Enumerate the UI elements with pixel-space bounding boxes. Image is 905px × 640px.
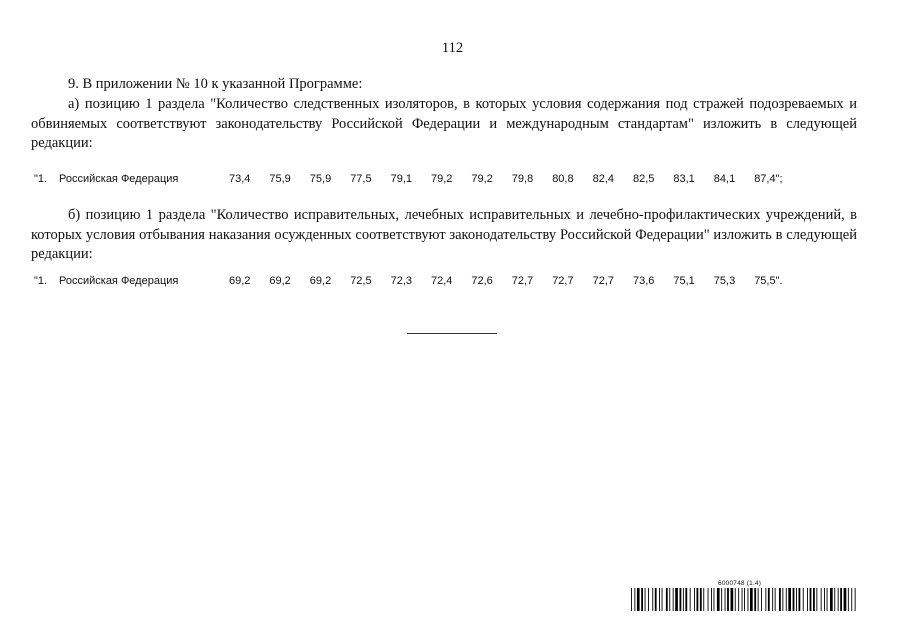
row-value: 84,1 <box>713 173 736 185</box>
barcode-caption: 6000748 (1.4) <box>718 580 762 587</box>
row-value: 69,2 <box>269 275 291 287</box>
row-value: 75,1 <box>673 275 695 287</box>
item-b-text: б) позицию 1 раздела "Количество исправительных, лечебных исправительных и лечебно-профилактических учреждений, в которых условия отбывания наказания осужденных соответствуют законодательству Российской Федерации" изложить в следующей редакции: <box>31 207 857 262</box>
item-b-paragraph <box>31 206 857 265</box>
row-value: 79,2 <box>471 173 493 185</box>
row-value: 77,5 <box>350 173 372 185</box>
row-value: 75,5". <box>754 275 783 287</box>
row-value: 75,3 <box>713 275 736 287</box>
row-value: 79,8 <box>511 173 534 185</box>
barcode-graphic <box>631 588 856 611</box>
row-region: Российская Федерация <box>59 173 179 185</box>
row-value: 73,6 <box>633 275 655 287</box>
row-value: 75,9 <box>269 173 291 185</box>
row-value: 82,5 <box>633 173 655 185</box>
row-value: 69,2 <box>229 275 251 287</box>
row-value: 72,4 <box>431 275 453 287</box>
item-9-text: 9. В приложении № 10 к указанной Программе: <box>68 76 363 92</box>
item-9-heading <box>31 75 857 95</box>
row-value: 72,5 <box>350 275 372 287</box>
row-value: 75,9 <box>309 173 332 185</box>
row-value: 82,4 <box>592 173 615 185</box>
row-value: 72,3 <box>390 275 413 287</box>
row-number: "1. <box>34 173 48 185</box>
row-value: 72,7 <box>511 275 534 287</box>
page-number: 112 <box>441 40 464 56</box>
row-value: 72,7 <box>592 275 615 287</box>
end-divider <box>407 333 497 334</box>
row-value: 79,1 <box>390 173 413 185</box>
row-value: 69,2 <box>309 275 332 287</box>
row-value: 79,2 <box>431 173 453 185</box>
row-value: 87,4"; <box>754 173 783 185</box>
row-value: 73,4 <box>229 173 251 185</box>
row-value: 72,7 <box>552 275 574 287</box>
row-value: 72,6 <box>471 275 493 287</box>
row-value: 80,8 <box>552 173 574 185</box>
item-a-paragraph <box>31 95 857 154</box>
row-number: "1. <box>34 275 48 287</box>
item-a-text: а) позицию 1 раздела "Количество следственных изоляторов, в которых условия содержания под стражей подозреваемых и обвиняемых соответствуют законодательству Российской Федерации и международным стандартам" изложить в следующей редакции: <box>31 96 857 151</box>
row-region: Российская Федерация <box>59 275 179 287</box>
row-value: 83,1 <box>673 173 695 185</box>
